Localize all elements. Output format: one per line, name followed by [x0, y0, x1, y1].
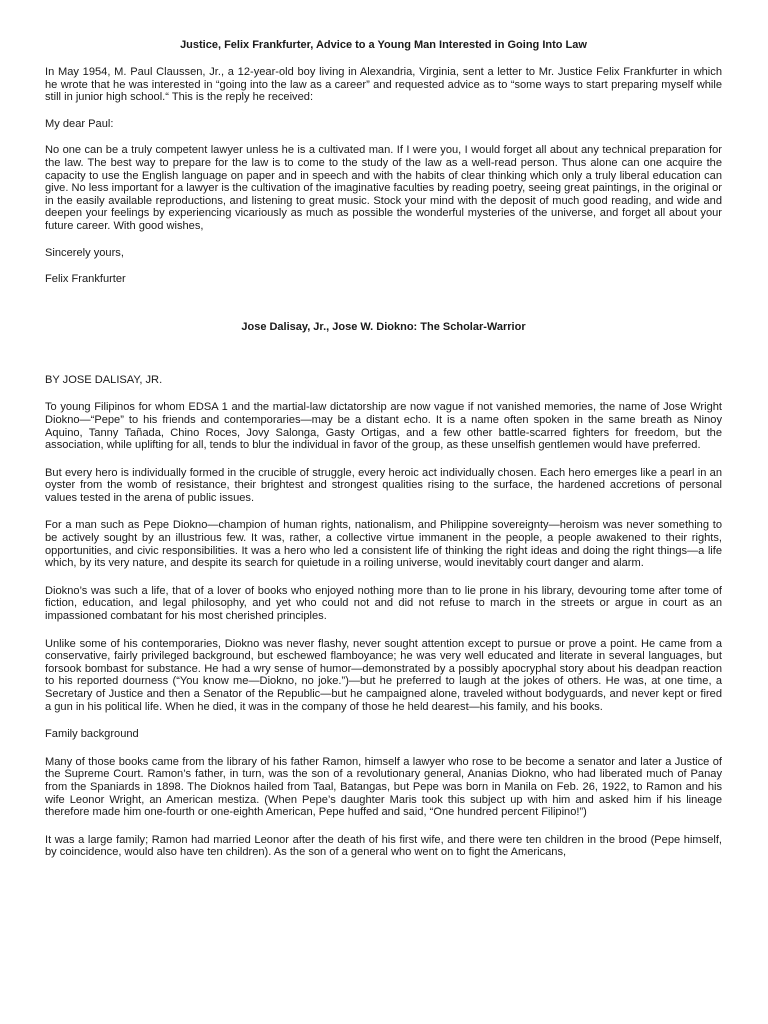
article-paragraph: Diokno’s was such a life, that of a lover of books who enjoyed nothing more than to lie prone in his library, devouring tome after tome of fiction, education, and legal philosophy, and yet who could not and did not refuse to march in the streets or argue in court as an impassioned combatant for his most cherished principles.: [45, 584, 722, 623]
article-byline: BY JOSE DALISAY, JR.: [45, 373, 163, 386]
letter-title: Justice, Felix Frankfurter, Advice to a Young Man Interested in Going Into Law: [180, 39, 587, 51]
letter-body: No one can be a truly competent lawyer unless he is a cultivated man. If I were you, I would forget all about any technical preparation for the law. The best way to prepare for the law is to come to the study of the law as a well-read person. Thus alone can one acquire the capacity to use the English language on paper and in speech and with the habits of clear thinking which only a truly liberal education can give. No less important for a lawyer is the cultivation of the imaginative faculties by reading poetry, seeing great paintings, in the original or in the easily available reproductions, and listening to great music. Stock your mind with the deposit of much good reading, and wide and deepen your feelings by experiencing vicariously as much as possible the wonderful mysteries of the universe, and forget all about your future career. With good wishes,: [45, 144, 722, 232]
article-paragraph: To young Filipinos for whom EDSA 1 and the martial-law dictatorship are now vague if not vanished memories, the name of Jose Wright Diokno—“Pepe” to his friends and contemporaries—may be a distant echo. It is a name often spoken in the same breath as Ninoy Aquino, Tanny Tañada, Chino Roces, Jovy Salonga, Gasty Ortigas, and a few other battle-scarred fighters for freedom, but the association, while uplifting for all, tends to blur the individual in favor of the group, as these unselfish gentlemen would have preferred.: [45, 401, 722, 452]
letter-intro: In May 1954, M. Paul Claussen, Jr., a 12-year-old boy living in Alexandria, Virginia, sent a letter to Mr. Justice Felix Frankfurter in which he wrote that he was interested in “going into the law as a career” and requested advice as to “some ways to start preparing myself while still in junior high school.“ This is the reply he received:: [45, 66, 722, 104]
letter-closing: Sincerely yours,: [45, 246, 124, 259]
article-paragraph: It was a large family; Ramon had married Leonor after the death of his first wife, and there were ten children in the brood (Pepe himself, by coincidence, would also have ten children). As the son of a general who went on to fight the Americans,: [45, 833, 722, 859]
document-page: [45, 38, 722, 859]
article-paragraph: Unlike some of his contemporaries, Diokno was never flashy, never sought attention except to pursue or prove a point. He came from a conservative, fairly privileged background, but eschewed flamboyance; he was very well educated and literate in several languages, but forsook bombast for substance. He had a wry sense of humor—demonstrated by a possibly apocryphal story about his deadpan reaction to his reported dourness (“You know me—Diokno, no joke.”)—but he preferred to laugh at the jokes of others. He was, at one time, a Secretary of Justice and then a Senator of the Republic—but he campaigned alone, traveled without bodyguards, and never kept or fired a gun in his political life. When he died, it was in the company of those he held dearest—his family, and his books.: [45, 637, 722, 713]
letter-salutation: My dear Paul:: [45, 117, 114, 130]
article-title: Jose Dalisay, Jr., Jose W. Diokno: The Scholar-Warrior: [241, 320, 526, 333]
article-paragraph: Many of those books came from the library of his father Ramon, himself a lawyer who rose to be become a senator and later a Justice of the Supreme Court. Ramon’s father, in turn, was the son of a revolutionary general, Ananias Diokno, who had liberated much of Panay from the Spaniards in 1898. The Dioknos hailed from Taal, Batangas, but Pepe was born in Manila on Feb. 26, 1922, to Ramon and his wife Leonor Wright, an American mestiza. (When Pepe’s daughter Maris took this subject up with him and asked him if his lineage therefore made him one-fourth or one-eighth American, Pepe huffed and said, “One hundred percent Filipino!”): [45, 755, 722, 819]
article-paragraph: But every hero is individually formed in the crucible of struggle, every heroic act individually chosen. Each hero emerges like a pearl in an oyster from the womb of resistance, their brightest and strongest qualities rising to the surface, the hardened accretions of personal values tested in the arena of public issues.: [45, 466, 722, 504]
section-heading: Family background: [45, 728, 139, 741]
article-paragraph: For a man such as Pepe Diokno—champion of human rights, nationalism, and Philippine sovereignty—heroism was never something to be actively sought by an illustrious few. It was, rather, a collective virtue immanent in the people, a people awakened to their rights, opportunities, and civic responsibilities. It was a hero who led a consistent life of thinking the right ideas and doing the right things—a life which, by its very nature, and despite its search for quietude in a roiling universe, would inevitably court danger and alarm.: [45, 519, 722, 570]
letter-signature: Felix Frankfurter: [45, 273, 126, 286]
